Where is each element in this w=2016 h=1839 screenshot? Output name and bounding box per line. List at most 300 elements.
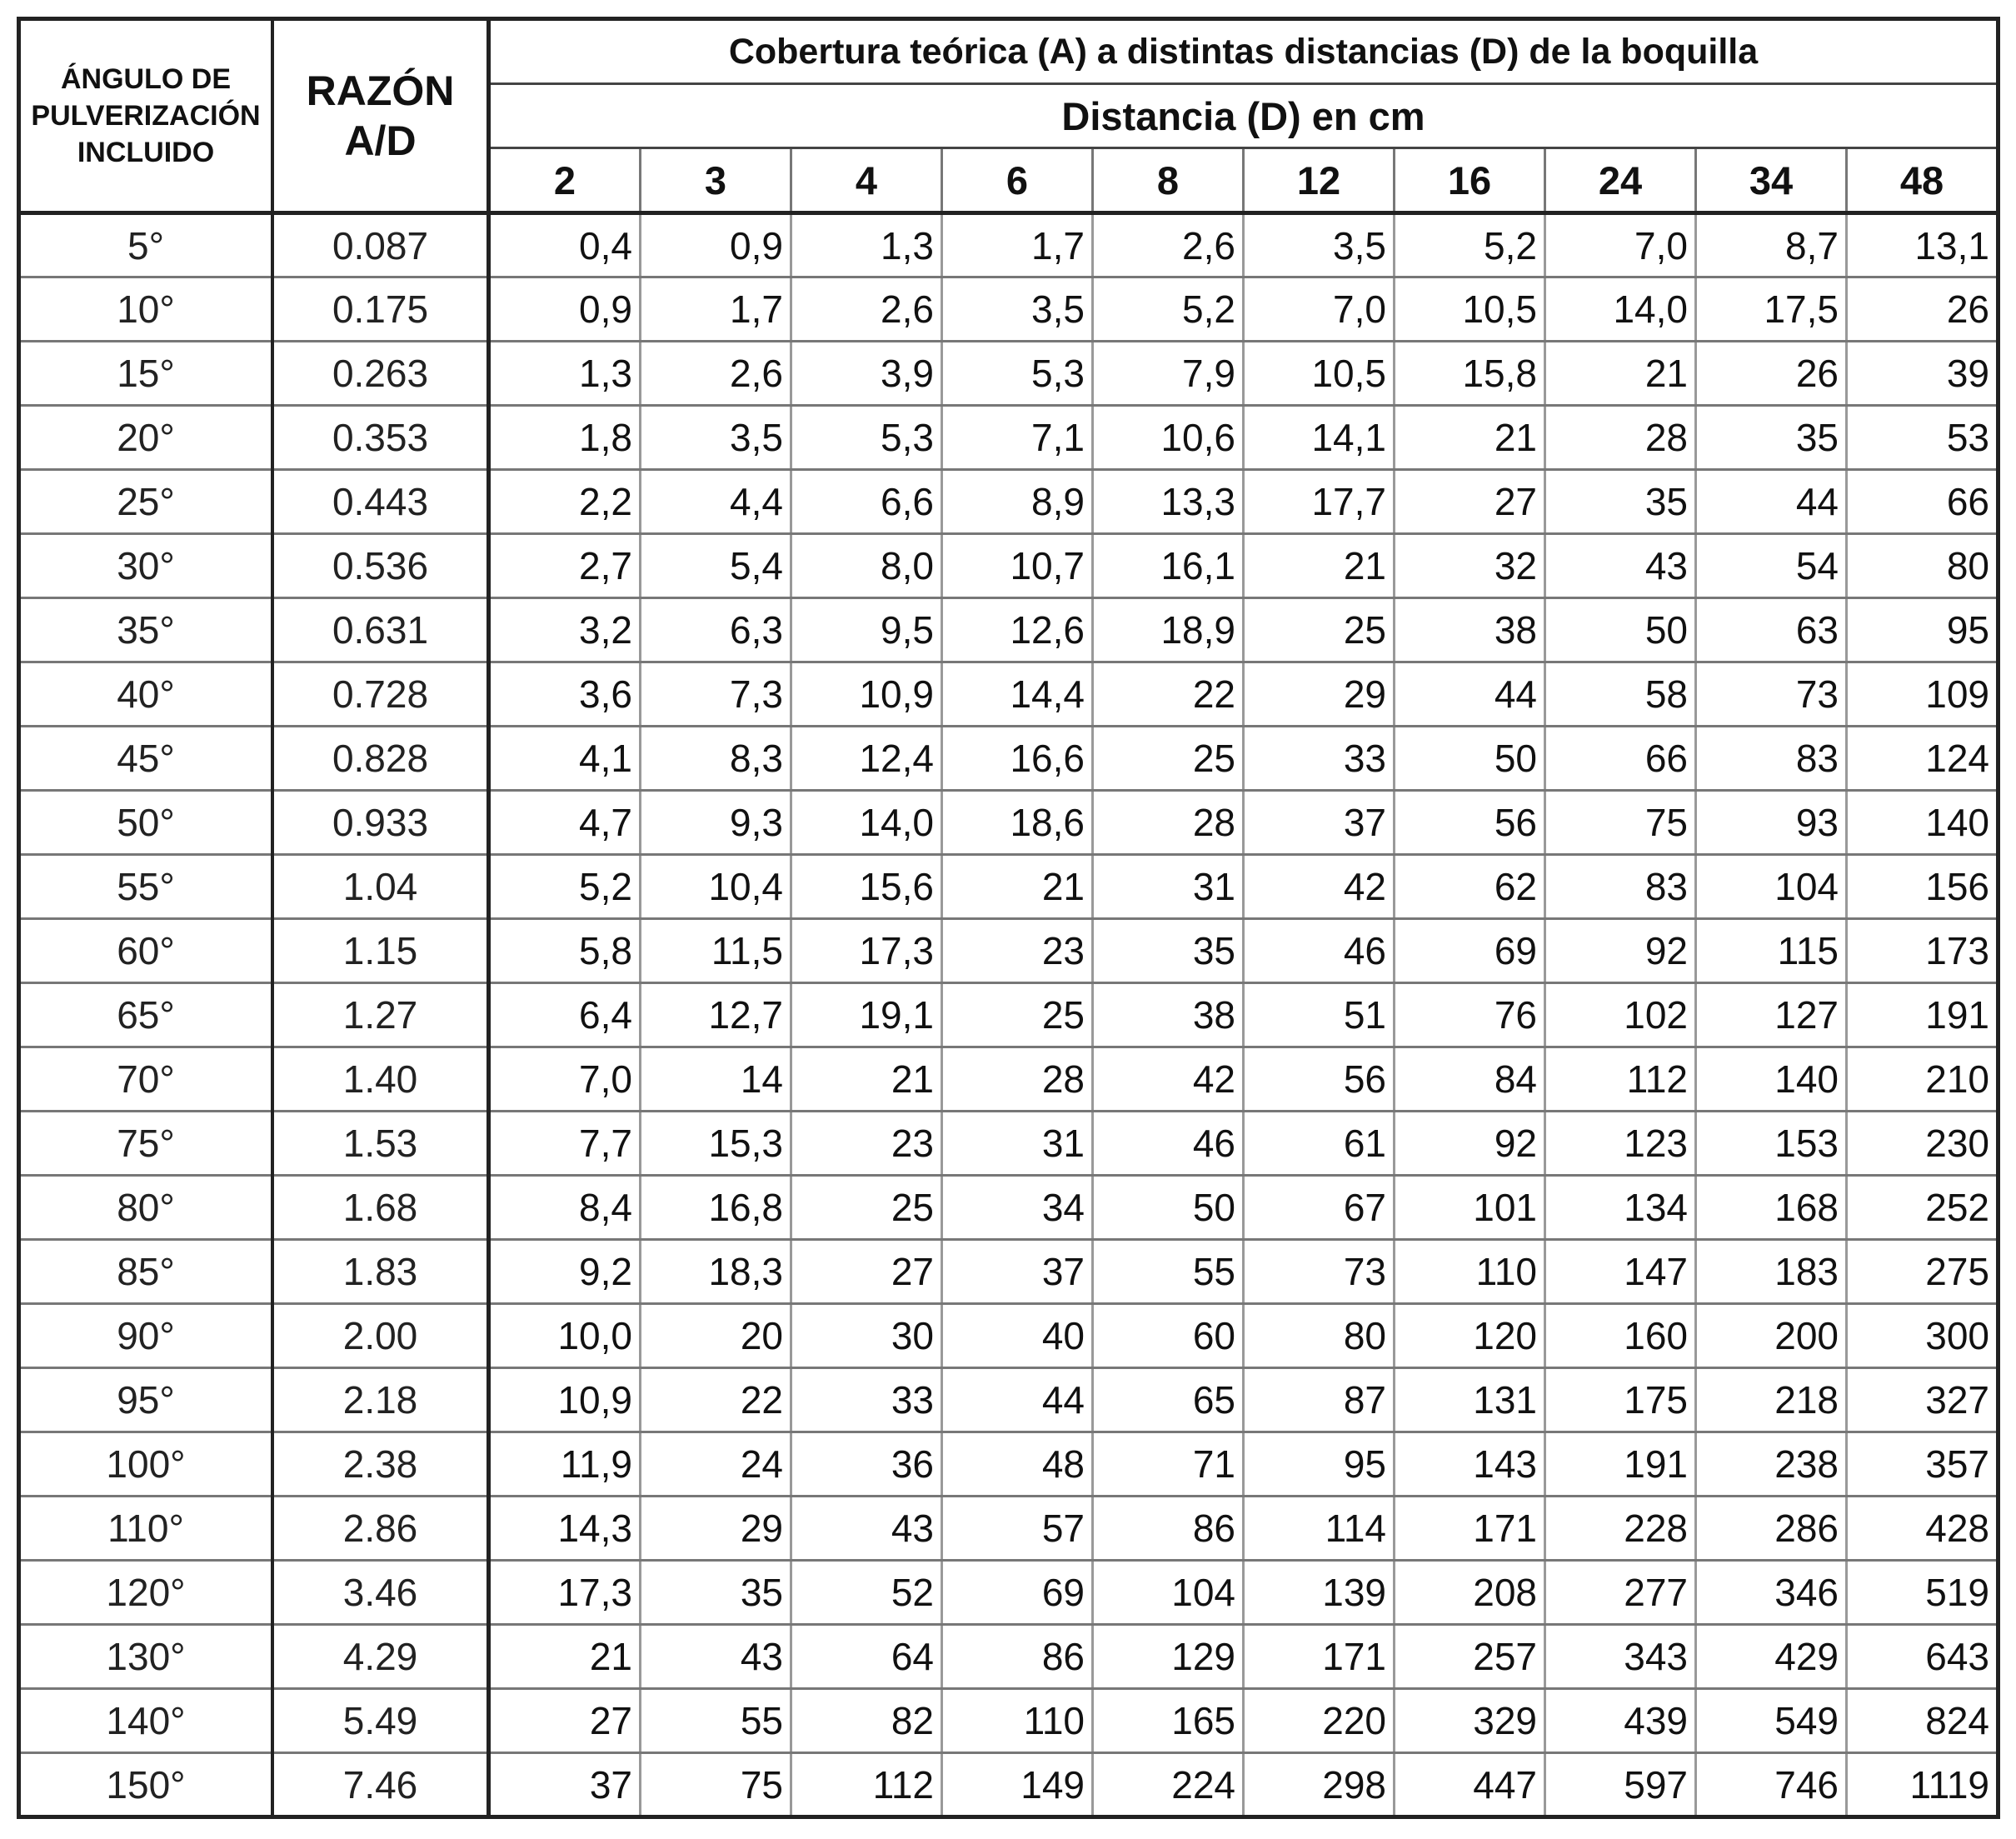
table-row [19,919,1999,983]
coverage-cell: 92 [1545,919,1696,983]
coverage-cell: 149 [942,1753,1093,1817]
table-row [19,342,1999,406]
coverage-cell: 76 [1395,983,1545,1047]
coverage-cell: 18,9 [1093,598,1244,662]
angle-cell: 45° [19,727,273,791]
ratio-cell: 4.29 [272,1625,489,1689]
coverage-cell: 28 [1093,791,1244,855]
coverage-cell: 3,5 [942,277,1093,342]
coverage-cell: 75 [1545,791,1696,855]
table-row [19,406,1999,470]
coverage-cell: 140 [1696,1047,1847,1112]
coverage-cell: 37 [1244,791,1395,855]
coverage-cell: 129 [1093,1625,1244,1689]
coverage-cell: 1,3 [489,342,641,406]
coverage-cell: 24 [641,1432,791,1497]
coverage-cell: 8,7 [1696,213,1847,277]
distance-header-cell: 48 [1847,148,1999,213]
coverage-cell: 21 [1395,406,1545,470]
coverage-cell: 257 [1395,1625,1545,1689]
coverage-cell: 22 [1093,662,1244,727]
coverage-cell: 2,6 [641,342,791,406]
coverage-cell: 50 [1395,727,1545,791]
coverage-cell: 17,7 [1244,470,1395,534]
coverage-cell: 208 [1395,1561,1545,1625]
coverage-cell: 3,9 [791,342,942,406]
coverage-cell: 10,9 [791,662,942,727]
coverage-cell: 101 [1395,1176,1545,1240]
coverage-cell: 39 [1847,342,1999,406]
header-coverage-title: Cobertura teórica (A) a distintas distancias (D) de la boquilla [489,19,1999,84]
coverage-cell: 200 [1696,1304,1847,1368]
coverage-cell: 210 [1847,1047,1999,1112]
coverage-cell: 191 [1545,1432,1696,1497]
coverage-cell: 17,5 [1696,277,1847,342]
table-row [19,1432,1999,1497]
coverage-cell: 5,2 [1395,213,1545,277]
coverage-cell: 112 [1545,1047,1696,1112]
coverage-cell: 3,5 [641,406,791,470]
coverage-cell: 4,4 [641,470,791,534]
coverage-cell: 27 [791,1240,942,1304]
angle-cell: 70° [19,1047,273,1112]
coverage-cell: 4,7 [489,791,641,855]
coverage-cell: 115 [1696,919,1847,983]
coverage-cell: 87 [1244,1368,1395,1432]
coverage-cell: 9,2 [489,1240,641,1304]
coverage-cell: 7,0 [1244,277,1395,342]
ratio-cell: 0.828 [272,727,489,791]
coverage-cell: 20 [641,1304,791,1368]
coverage-cell: 82 [791,1689,942,1753]
coverage-cell: 643 [1847,1625,1999,1689]
coverage-cell: 7,7 [489,1112,641,1176]
table-row [19,1625,1999,1689]
table-row [19,1561,1999,1625]
coverage-cell: 95 [1244,1432,1395,1497]
coverage-cell: 60 [1093,1304,1244,1368]
coverage-cell: 143 [1395,1432,1545,1497]
coverage-cell: 357 [1847,1432,1999,1497]
coverage-cell: 14,0 [791,791,942,855]
ratio-cell: 1.53 [272,1112,489,1176]
coverage-cell: 5,2 [1093,277,1244,342]
distance-header-cell: 24 [1545,148,1696,213]
coverage-cell: 83 [1545,855,1696,919]
coverage-cell: 519 [1847,1561,1999,1625]
coverage-cell: 8,0 [791,534,942,598]
ratio-cell: 0.933 [272,791,489,855]
coverage-cell: 16,1 [1093,534,1244,598]
coverage-cell: 21 [489,1625,641,1689]
angle-cell: 25° [19,470,273,534]
header-distance-title: Distancia (D) en cm [489,84,1999,148]
angle-cell: 10° [19,277,273,342]
coverage-cell: 110 [1395,1240,1545,1304]
ratio-cell: 1.83 [272,1240,489,1304]
coverage-cell: 2,6 [1093,213,1244,277]
coverage-cell: 238 [1696,1432,1847,1497]
coverage-cell: 447 [1395,1753,1545,1817]
spray-coverage-table [17,17,2000,1819]
coverage-cell: 92 [1395,1112,1545,1176]
coverage-cell: 17,3 [791,919,942,983]
ratio-cell: 0.443 [272,470,489,534]
angle-cell: 75° [19,1112,273,1176]
coverage-cell: 824 [1847,1689,1999,1753]
coverage-cell: 57 [942,1497,1093,1561]
coverage-cell: 65 [1093,1368,1244,1432]
coverage-cell: 3,6 [489,662,641,727]
angle-cell: 60° [19,919,273,983]
coverage-cell: 0,4 [489,213,641,277]
coverage-cell: 156 [1847,855,1999,919]
coverage-cell: 173 [1847,919,1999,983]
coverage-cell: 58 [1545,662,1696,727]
table-row [19,1304,1999,1368]
coverage-cell: 25 [1244,598,1395,662]
coverage-cell: 54 [1696,534,1847,598]
coverage-cell: 71 [1093,1432,1244,1497]
coverage-cell: 55 [641,1689,791,1753]
coverage-cell: 80 [1847,534,1999,598]
coverage-cell: 139 [1244,1561,1395,1625]
ratio-cell: 0.087 [272,213,489,277]
coverage-cell: 75 [641,1753,791,1817]
coverage-cell: 29 [1244,662,1395,727]
ratio-cell: 1.68 [272,1176,489,1240]
coverage-cell: 131 [1395,1368,1545,1432]
coverage-cell: 44 [1395,662,1545,727]
coverage-cell: 86 [942,1625,1093,1689]
coverage-cell: 33 [1244,727,1395,791]
ratio-cell: 0.353 [272,406,489,470]
angle-cell: 40° [19,662,273,727]
coverage-cell: 17,3 [489,1561,641,1625]
coverage-cell: 52 [791,1561,942,1625]
coverage-cell: 80 [1244,1304,1395,1368]
coverage-cell: 13,3 [1093,470,1244,534]
ratio-cell: 0.631 [272,598,489,662]
coverage-cell: 343 [1545,1625,1696,1689]
coverage-cell: 110 [942,1689,1093,1753]
coverage-cell: 34 [942,1176,1093,1240]
coverage-cell: 134 [1545,1176,1696,1240]
coverage-cell: 1119 [1909,1762,1989,1807]
coverage-cell: 16,6 [942,727,1093,791]
angle-cell: 80° [19,1176,273,1240]
angle-cell: 130° [19,1625,273,1689]
distance-header-cell: 6 [942,148,1093,213]
coverage-cell: 9,5 [791,598,942,662]
distance-header-cell: 2 [489,148,641,213]
coverage-cell: 160 [1545,1304,1696,1368]
coverage-cell: 37 [489,1753,641,1817]
coverage-cell: 286 [1696,1497,1847,1561]
coverage-cell: 15,8 [1395,342,1545,406]
coverage-cell: 6,3 [641,598,791,662]
angle-cell: 30° [19,534,273,598]
coverage-cell: 7,0 [1545,213,1696,277]
coverage-cell: 6,4 [489,983,641,1047]
coverage-cell: 2,2 [489,470,641,534]
coverage-cell: 7,1 [942,406,1093,470]
coverage-cell: 346 [1696,1561,1847,1625]
coverage-cell: 31 [1093,855,1244,919]
angle-cell: 35° [19,598,273,662]
ratio-cell: 2.00 [272,1304,489,1368]
angle-cell: 15° [19,342,273,406]
coverage-cell: 26 [1847,277,1999,342]
coverage-cell: 329 [1395,1689,1545,1753]
coverage-cell: 27 [489,1689,641,1753]
coverage-cell: 114 [1244,1497,1395,1561]
table-row [19,1112,1999,1176]
table-row [19,470,1999,534]
angle-cell: 90° [19,1304,273,1368]
angle-cell: 5° [19,213,273,277]
coverage-cell: 38 [1395,598,1545,662]
coverage-cell: 63 [1696,598,1847,662]
coverage-cell: 275 [1847,1240,1999,1304]
table-header [19,19,1999,213]
coverage-cell: 53 [1847,406,1999,470]
angle-cell: 120° [19,1561,273,1625]
ratio-cell: 1.04 [272,855,489,919]
coverage-cell: 11,5 [641,919,791,983]
coverage-cell: 26 [1696,342,1847,406]
coverage-cell: 43 [1545,534,1696,598]
coverage-cell: 14,4 [942,662,1093,727]
coverage-cell: 277 [1545,1561,1696,1625]
coverage-cell: 168 [1696,1176,1847,1240]
coverage-cell: 18,3 [641,1240,791,1304]
coverage-cell: 175 [1545,1368,1696,1432]
ratio-cell: 1.27 [272,983,489,1047]
ratio-cell: 0.536 [272,534,489,598]
coverage-cell: 84 [1395,1047,1545,1112]
distance-header-cell: 12 [1244,148,1395,213]
coverage-cell: 10,4 [641,855,791,919]
coverage-cell: 38 [1093,983,1244,1047]
coverage-cell: 32 [1395,534,1545,598]
coverage-cell: 10,5 [1244,342,1395,406]
coverage-cell: 66 [1847,470,1999,534]
coverage-cell: 8,4 [489,1176,641,1240]
coverage-cell: 5,2 [489,855,641,919]
table-body [19,213,1999,1817]
coverage-cell: 28 [1545,406,1696,470]
ratio-cell: 2.86 [272,1497,489,1561]
coverage-cell: 95 [1847,598,1999,662]
table-row [19,983,1999,1047]
table-row [19,213,1999,277]
coverage-cell: 2,7 [489,534,641,598]
coverage-cell: 19,1 [791,983,942,1047]
coverage-cell: 109 [1847,662,1999,727]
coverage-cell: 102 [1545,983,1696,1047]
coverage-cell: 43 [641,1625,791,1689]
coverage-cell: 43 [791,1497,942,1561]
coverage-cell: 10,6 [1093,406,1244,470]
coverage-cell: 21 [791,1047,942,1112]
coverage-cell: 30 [791,1304,942,1368]
angle-cell: 150° [19,1753,273,1817]
coverage-cell: 127 [1696,983,1847,1047]
coverage-cell: 147 [1545,1240,1696,1304]
distance-header-cell: 8 [1093,148,1244,213]
coverage-cell: 327 [1847,1368,1999,1432]
coverage-cell: 220 [1244,1689,1395,1753]
coverage-cell: 55 [1093,1240,1244,1304]
coverage-cell: 42 [1244,855,1395,919]
ratio-cell: 1.40 [272,1047,489,1112]
angle-cell: 100° [19,1432,273,1497]
table-row [19,855,1999,919]
table-row [19,1240,1999,1304]
coverage-cell: 44 [942,1368,1093,1432]
coverage-cell: 1,8 [489,406,641,470]
coverage-cell: 83 [1696,727,1847,791]
ratio-cell: 3.46 [272,1561,489,1625]
table-row [19,1689,1999,1753]
coverage-cell: 14,1 [1244,406,1395,470]
coverage-cell: 46 [1244,919,1395,983]
coverage-cell: 93 [1696,791,1847,855]
table-row [19,1368,1999,1432]
coverage-cell: 3,2 [489,598,641,662]
coverage-cell: 8,9 [942,470,1093,534]
coverage-cell: 25 [791,1176,942,1240]
coverage-cell: 120 [1395,1304,1545,1368]
coverage-cell: 3,5 [1244,213,1395,277]
coverage-cell: 10,7 [942,534,1093,598]
coverage-cell: 11,9 [489,1432,641,1497]
coverage-cell: 23 [942,919,1093,983]
angle-cell: 95° [19,1368,273,1432]
coverage-cell: 428 [1847,1497,1999,1561]
coverage-cell: 35 [1545,470,1696,534]
coverage-cell: 50 [1545,598,1696,662]
coverage-cell: 31 [942,1112,1093,1176]
coverage-cell: 27 [1395,470,1545,534]
coverage-cell: 69 [942,1561,1093,1625]
coverage-cell: 10,9 [489,1368,641,1432]
coverage-cell: 2,6 [791,277,942,342]
coverage-cell: 42 [1093,1047,1244,1112]
table-row [19,598,1999,662]
coverage-cell: 51 [1244,983,1395,1047]
ratio-cell: 0.263 [272,342,489,406]
coverage-cell: 21 [942,855,1093,919]
coverage-cell: 18,6 [942,791,1093,855]
distance-header-cell: 16 [1395,148,1545,213]
coverage-cell: 224 [1093,1753,1244,1817]
coverage-cell: 123 [1545,1112,1696,1176]
coverage-cell: 7,3 [641,662,791,727]
table-row [19,1753,1999,1817]
coverage-cell: 218 [1696,1368,1847,1432]
table-row [19,727,1999,791]
coverage-cell: 28 [942,1047,1093,1112]
coverage-cell: 56 [1244,1047,1395,1112]
coverage-cell: 21 [1244,534,1395,598]
coverage-cell: 22 [641,1368,791,1432]
coverage-cell: 746 [1696,1753,1847,1817]
table-row [19,662,1999,727]
distance-header-cell: 3 [641,148,791,213]
coverage-cell: 300 [1847,1304,1999,1368]
coverage-cell: 14,0 [1545,277,1696,342]
coverage-cell: 40 [942,1304,1093,1368]
header-angle: ÁNGULO DE PULVERIZACIÓN INCLUIDO [19,19,273,213]
coverage-cell: 171 [1395,1497,1545,1561]
coverage-cell: 1,7 [942,213,1093,277]
table-row [19,791,1999,855]
coverage-cell: 112 [791,1753,942,1817]
coverage-cell: 191 [1847,983,1999,1047]
coverage-cell: 48 [942,1432,1093,1497]
coverage-cell: 73 [1696,662,1847,727]
ratio-cell: 1.15 [272,919,489,983]
angle-cell: 55° [19,855,273,919]
coverage-cell: 16,8 [641,1176,791,1240]
ratio-cell: 7.46 [272,1753,489,1817]
coverage-cell: 62 [1395,855,1545,919]
coverage-cell: 9,3 [641,791,791,855]
coverage-cell: 33 [791,1368,942,1432]
ratio-cell: 5.49 [272,1689,489,1753]
coverage-cell: 29 [641,1497,791,1561]
coverage-cell: 5,3 [791,406,942,470]
coverage-cell: 67 [1244,1176,1395,1240]
coverage-cell: 439 [1545,1689,1696,1753]
coverage-cell: 8,3 [641,727,791,791]
coverage-cell: 61 [1244,1112,1395,1176]
coverage-cell: 429 [1696,1625,1847,1689]
coverage-cell: 37 [942,1240,1093,1304]
coverage-cell: 25 [1093,727,1244,791]
coverage-cell: 10,0 [489,1304,641,1368]
coverage-cell: 5,8 [489,919,641,983]
table-row [19,277,1999,342]
coverage-cell: 171 [1244,1625,1395,1689]
coverage-cell: 12,6 [942,598,1093,662]
coverage-cell: 5,3 [942,342,1093,406]
coverage-cell: 23 [791,1112,942,1176]
ratio-cell: 2.38 [272,1432,489,1497]
coverage-cell: 69 [1395,919,1545,983]
angle-cell: 140° [19,1689,273,1753]
coverage-cell: 66 [1545,727,1696,791]
coverage-cell: 1,3 [791,213,942,277]
angle-cell: 20° [19,406,273,470]
coverage-cell: 549 [1696,1689,1847,1753]
coverage-cell: 5,4 [641,534,791,598]
coverage-cell: 64 [791,1625,942,1689]
coverage-cell: 35 [641,1561,791,1625]
coverage-cell: 1,7 [641,277,791,342]
coverage-cell: 6,6 [791,470,942,534]
coverage-cell: 124 [1847,727,1999,791]
coverage-cell: 104 [1696,855,1847,919]
coverage-cell: 14 [641,1047,791,1112]
coverage-cell: 10,5 [1395,277,1545,342]
angle-cell: 65° [19,983,273,1047]
table-row [19,1047,1999,1112]
coverage-cell: 21 [1545,342,1696,406]
coverage-cell: 597 [1545,1753,1696,1817]
